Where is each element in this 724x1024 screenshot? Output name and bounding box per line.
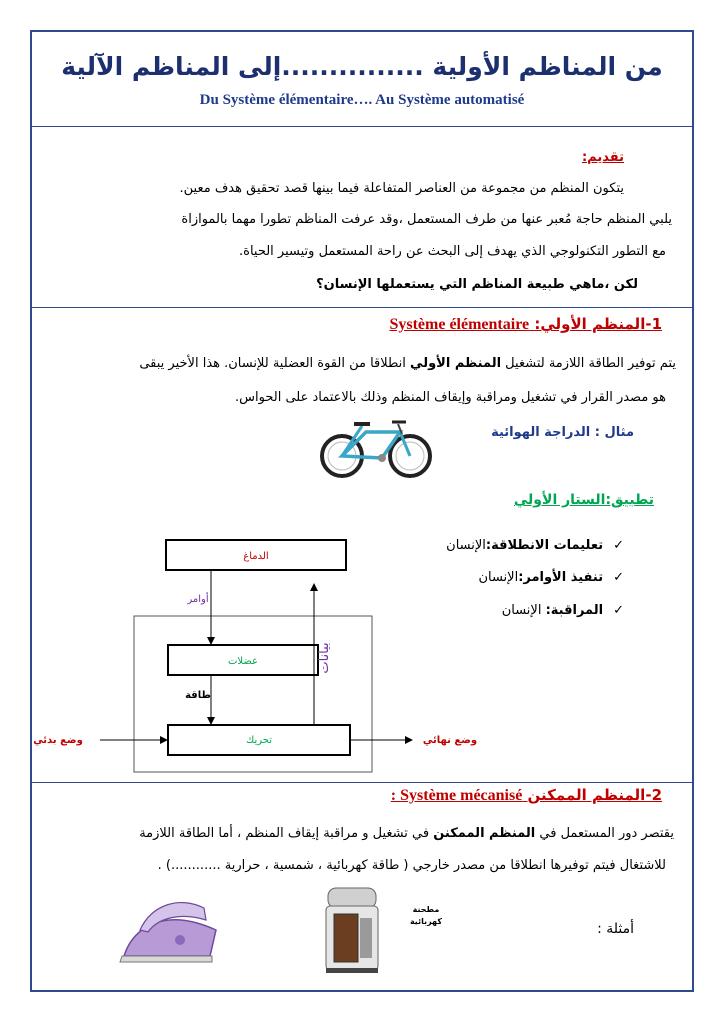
section1-heading-fr: Système élémentaire <box>389 316 530 333</box>
intro-line-1: يتكون المنظم من مجموعة من العناصر المتفاعلة فيما بينها قصد تحقيق هدف معين. <box>179 181 624 196</box>
section2-line-1-bold: المنظم الممكنن <box>433 826 536 841</box>
energy-label: طاقة <box>185 690 211 701</box>
section2-line-1-post: في تشغيل و مراقبة إيقاف المنظم ، أما الطاقة اللازمة <box>139 826 434 841</box>
checklist-label-1: تعليمات الانطلاقة: <box>485 538 604 553</box>
page-subtitle: Du Système élémentaire…. Au Système automatisé <box>199 92 525 108</box>
system-block-diagram <box>30 528 490 778</box>
section1-divider <box>32 782 692 783</box>
checklist-label-3: المراقبة: <box>545 603 604 618</box>
section1-line-1-post: انطلاقا من القوة العضلية للإنسان. هذا الأخير يبقى <box>139 356 411 371</box>
section2-line-2: للاشتغال فيتم توفيرها انطلاقا من مصدر خارجي ( طاقة كهربائية ، شمسية ، حرارية ............) . <box>157 858 666 873</box>
intro-question: لكن ،ماهي طبيعة المناظم التي يستعملها الإنسان؟ <box>316 277 638 292</box>
checklist-value-3: الإنسان <box>501 603 546 618</box>
section1-heading-ar: 1-المنظم الأولي: <box>534 315 662 333</box>
grinder-caption <box>410 904 442 928</box>
muscles-label: عضلات <box>227 656 259 667</box>
section2-heading-fr: Système mécanisé : <box>390 787 523 804</box>
section1-line-2: هو مصدر القرار في تشغيل ومراقبة وإيقاف المنظم وذلك بالاعتماد على الحواس. <box>235 390 666 405</box>
grinder-caption-line-2: كهربائية <box>409 917 442 926</box>
section2-line-1 <box>139 826 674 842</box>
section1-line-1-bold: المنظم الأولي <box>410 356 502 371</box>
movement-label: تحريك <box>246 735 272 746</box>
bicycle-image <box>312 412 440 480</box>
initial-state-label: وضع بدئي <box>33 735 83 746</box>
coffee-grinder-image <box>318 884 386 976</box>
check-icon: ✓ <box>613 603 624 618</box>
page-frame <box>30 30 694 992</box>
intro-divider <box>32 307 692 308</box>
examples-label: أمثلة : <box>597 921 634 937</box>
checklist-label-2: تنفيذ الأوامر: <box>518 570 604 585</box>
check-icon: ✓ <box>613 570 624 585</box>
header-divider <box>32 126 692 127</box>
intro-line-2: يلبي المنظم حاجة مُعبر عنها من طرف المستعمل ،وقد عرفت المناظم تطورا مهما بالموازاة <box>181 212 672 227</box>
check-icon: ✓ <box>613 538 624 553</box>
brain-label: الدماغ <box>243 551 269 562</box>
final-state-label: وضع نهائي <box>422 735 478 746</box>
checklist-value-1: الإنسان <box>446 538 486 553</box>
checklist-item-3 <box>502 603 624 619</box>
section1-line-1-pre: يتم توفير الطاقة اللازمة لتشغيل <box>501 356 676 371</box>
section2-heading-ar: 2-المنظم الممكنن <box>527 786 662 804</box>
section2-heading <box>391 786 662 805</box>
data-label: بيانات <box>317 642 332 674</box>
section2-line-1-pre: يقتصر دور المستعمل في <box>535 826 674 841</box>
iron-image <box>118 890 222 970</box>
orders-label: أوامر <box>187 594 209 605</box>
grinder-caption-line-1: مطحنة <box>412 905 440 914</box>
page-title: من المناظم الأولية ...............إلى المناظم الآلية <box>61 52 663 81</box>
intro-heading: تقديم: <box>581 150 624 165</box>
checklist-item-2 <box>478 570 624 586</box>
section1-line-1 <box>139 356 676 372</box>
checklist-value-2: الإنسان <box>478 570 519 585</box>
section1-heading <box>389 315 662 334</box>
intro-line-3: مع التطور التكنولوجي الذي يهدف إلى البحث عن راحة المستعمل وتيسير الحياة. <box>239 244 666 259</box>
example-bicycle-label: مثال : الدراجة الهوائية <box>491 425 634 440</box>
application-heading: تطبيق:الستار الأولي <box>513 492 654 508</box>
